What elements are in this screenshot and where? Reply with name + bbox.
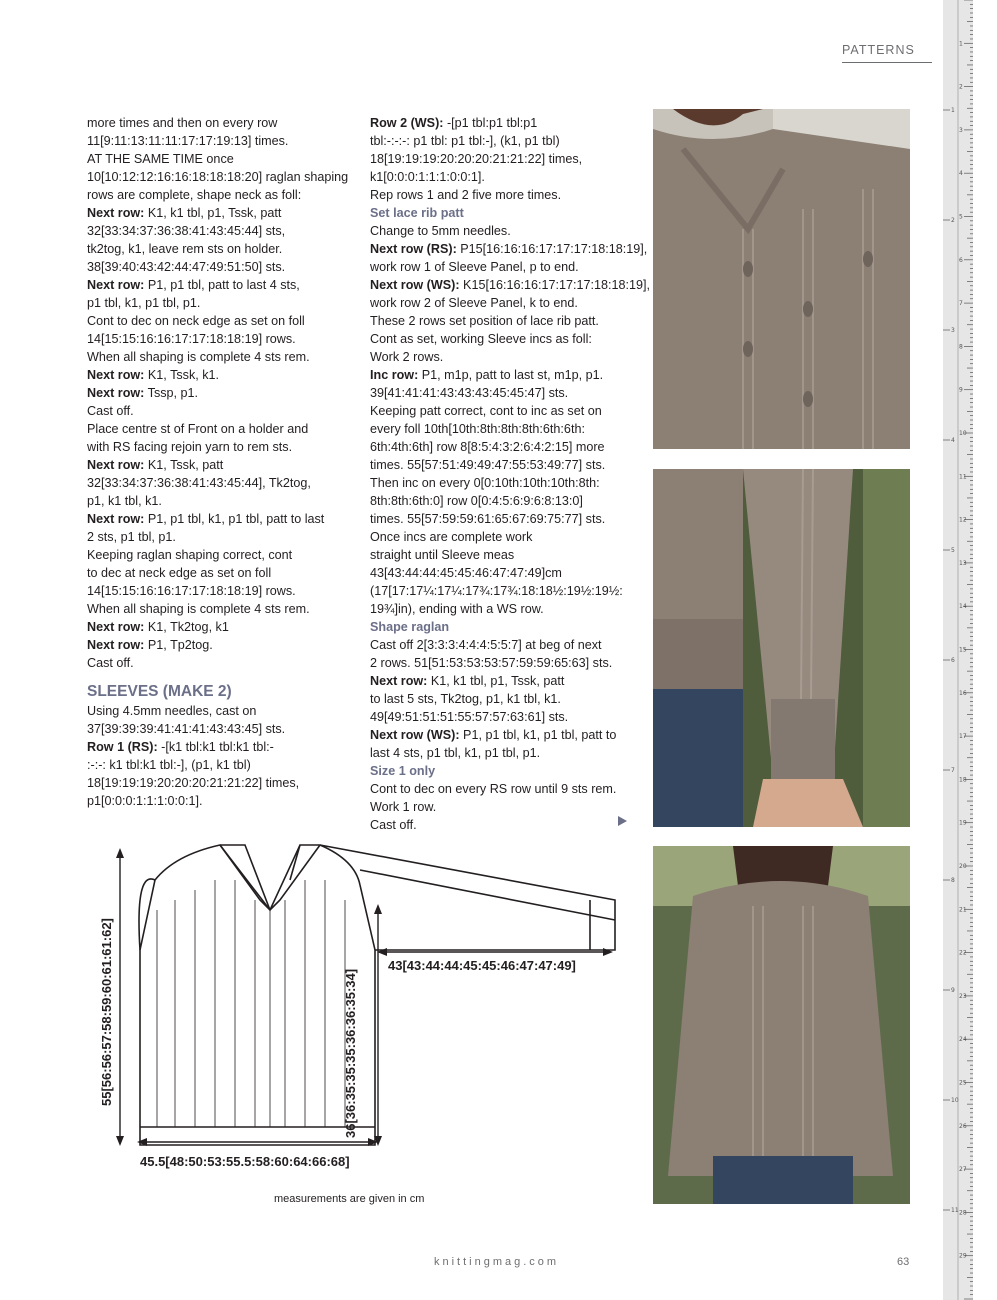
- measurement-note: measurements are given in cm: [274, 1193, 425, 1205]
- row-text: 14[15:15:16:16:17:17:18:18:19] rows.: [87, 332, 296, 346]
- row-text: Rep rows 1 and 2 five more times.: [370, 188, 562, 202]
- row-text: p1 tbl, k1, p1 tbl, p1.: [87, 296, 201, 310]
- photo-front-detail: [653, 109, 910, 449]
- sleeves-lines: [87, 702, 352, 810]
- text-line: [370, 420, 635, 438]
- text-line: [370, 564, 635, 582]
- row-text: P1, Tp2tog.: [144, 638, 213, 652]
- sleeves-heading: SLEEVES (MAKE 2): [87, 683, 232, 700]
- row-text: When all shaping is complete 4 sts rem.: [87, 602, 310, 616]
- row-text: 14[15:15:16:16:17:17:18:18:19] rows.: [87, 584, 296, 598]
- row-text: 2 sts, p1 tbl, p1.: [87, 530, 176, 544]
- width-measure-label: 45.5[48:50:53:55.5:58:60:64:66:68]: [140, 1154, 350, 1169]
- row-text: AT THE SAME TIME once: [87, 152, 234, 166]
- row-label: Next row:: [87, 278, 145, 292]
- row-text: with RS facing rejoin yarn to rem sts.: [87, 440, 293, 454]
- ruler-cm-label: 23: [959, 992, 967, 1000]
- ruler-cm-label: 13: [959, 559, 967, 567]
- row-text: Work 2 rows.: [370, 350, 444, 364]
- row-text: p1, k1 tbl, k1.: [87, 494, 162, 508]
- row-text: (17[17:17¼:17¼:17¾:17¾:18:18½:19½:19½:: [370, 584, 623, 598]
- text-line: [87, 114, 352, 132]
- text-line: [87, 582, 352, 600]
- row-text: p1[0:0:0:1:1:1:0:0:1].: [87, 794, 203, 808]
- row-text: work row 2 of Sleeve Panel, k to end.: [370, 296, 578, 310]
- text-line: [370, 780, 635, 798]
- text-line: [370, 492, 635, 510]
- text-line: [87, 600, 352, 618]
- text-line: [87, 168, 352, 186]
- subheading: Shape raglan: [370, 620, 450, 634]
- ruler-cm-label: 6: [959, 256, 963, 264]
- text-line: [370, 474, 635, 492]
- text-line: [370, 258, 635, 276]
- row-text: Cast off.: [370, 818, 417, 832]
- row-text: Cont to dec on every RS row until 9 sts rem.: [370, 782, 617, 796]
- row-label: Row 1 (RS):: [87, 740, 158, 754]
- row-text: Work 1 row.: [370, 800, 437, 814]
- text-line: [370, 240, 648, 258]
- ruler-cm-label: 5: [959, 213, 963, 221]
- row-text: Keeping raglan shaping correct, cont: [87, 548, 293, 562]
- text-line: [370, 384, 635, 402]
- ruler-cm-label: 25: [959, 1079, 967, 1087]
- footer-url: knittingmag.com: [434, 1256, 560, 1268]
- row-text: 19¾]in), ending with a WS row.: [370, 602, 544, 616]
- text-line: [370, 600, 635, 618]
- text-line: [87, 204, 352, 222]
- row-text: P1, p1 tbl, k1, p1 tbl, patt to: [459, 728, 617, 742]
- ruler-inch-label: 10: [951, 1097, 959, 1104]
- row-label: Next row:: [87, 620, 145, 634]
- text-line: [87, 330, 352, 348]
- row-text: Then inc on every 0[0:10th:10th:10th:8th:: [370, 476, 600, 490]
- ruler-cm-label: 10: [959, 430, 967, 437]
- text-line: [87, 348, 352, 366]
- text-line: [370, 150, 635, 168]
- row-text: K1, Tssk, k1.: [144, 368, 220, 382]
- row-text: last 4 sts, p1 tbl, k1, p1 tbl, p1.: [370, 746, 541, 760]
- row-text: 10[10:12:12:16:16:18:18:18:20] raglan shaping: [87, 170, 349, 184]
- text-line: [87, 222, 352, 240]
- text-line: [87, 510, 352, 528]
- row-text: to dec at neck edge as set on foll: [87, 566, 272, 580]
- row-text: Keeping patt correct, cont to inc as set on: [370, 404, 602, 418]
- row-text: Cast off.: [87, 656, 134, 670]
- row-label: Next row:: [87, 458, 145, 472]
- row-text: Place centre st of Front on a holder and: [87, 422, 309, 436]
- text-line: [370, 546, 635, 564]
- ruler-cm-label: 26: [959, 1122, 967, 1130]
- row-text: P1, p1 tbl, k1, p1 tbl, patt to last: [144, 512, 325, 526]
- row-text: Cast off 2[3:3:3:4:4:4:5:5:7] at beg of next: [370, 638, 602, 652]
- text-line: [370, 708, 635, 726]
- text-line: [87, 132, 352, 150]
- row-text: times. 55[57:59:59:61:65:67:69:75:77] sts.: [370, 512, 606, 526]
- row-text: 18[19:19:19:20:20:20:21:21:22] times,: [370, 152, 583, 166]
- row-text: P1, m1p, patt to last st, m1p, p1.: [418, 368, 604, 382]
- row-text: Once incs are complete work: [370, 530, 533, 544]
- text-line: [87, 402, 352, 420]
- page-number: 63: [897, 1256, 910, 1268]
- row-label: Next row:: [87, 386, 145, 400]
- row-text: :-:-: k1 tbl:k1 tbl:-], (p1, k1 tbl): [87, 758, 251, 772]
- row-text: Change to 5mm needles.: [370, 224, 511, 238]
- text-line: [87, 186, 352, 204]
- text-line: [87, 384, 352, 402]
- ruler-cm-label: 29: [959, 1252, 967, 1260]
- row-text: 43[43:44:44:45:45:46:47:47:49]cm: [370, 566, 562, 580]
- row-text: more times and then on every row: [87, 116, 278, 130]
- sleeve-measure-label: 43[43:44:44:45:45:46:47:47:49]: [388, 958, 576, 973]
- ruler-inch-label: 4: [951, 437, 955, 444]
- ruler-cm-label: 1: [959, 40, 963, 48]
- text-line: [87, 492, 352, 510]
- row-text: When all shaping is complete 4 sts rem.: [87, 350, 310, 364]
- photo-sleeve-detail: [653, 469, 910, 827]
- text-line: [370, 690, 635, 708]
- text-line: [370, 582, 635, 600]
- ruler-cm-label: 20: [959, 863, 967, 870]
- text-line: [370, 330, 635, 348]
- ruler-cm-label: 8: [959, 343, 963, 351]
- text-line: [370, 510, 635, 528]
- ruler-cm-label: 16: [959, 689, 967, 697]
- text-line: [87, 654, 352, 672]
- ruler-cm-label: 15: [959, 646, 967, 654]
- text-line: [370, 816, 635, 834]
- row-label: Next row:: [87, 638, 145, 652]
- row-text: -[p1 tbl:p1 tbl:p1: [443, 116, 538, 130]
- text-line: [370, 114, 635, 132]
- ruler-inch-label: 5: [951, 547, 955, 554]
- text-line: [370, 168, 635, 186]
- ruler: [943, 0, 973, 1300]
- row-text: tbl:-:-:-: p1 tbl: p1 tbl:-], (k1, p1 tbl): [370, 134, 560, 148]
- text-line: [370, 654, 635, 672]
- text-line: [370, 366, 635, 384]
- text-line: [370, 402, 635, 420]
- text-line: [370, 312, 635, 330]
- ruler-inch-label: 2: [951, 217, 955, 224]
- ruler-inch-label: 9: [951, 987, 955, 994]
- row-text: tk2tog, k1, leave rem sts on holder.: [87, 242, 283, 256]
- ruler-inch-label: 7: [951, 767, 955, 774]
- row-text: times. 55[57:51:49:49:47:55:53:49:77] sts.: [370, 458, 606, 472]
- text-line: [370, 438, 635, 456]
- ruler-cm-label: 22: [959, 949, 967, 957]
- subheading: Set lace rib patt: [370, 206, 464, 220]
- continue-arrow-icon: [618, 816, 627, 826]
- row-text: These 2 rows set position of lace rib patt.: [370, 314, 599, 328]
- row-text: rows are complete, shape neck as foll:: [87, 188, 302, 202]
- length-measure-label: 55[56:56:57:58:59:60:61:61:62]: [99, 918, 114, 1106]
- row-text: 2 rows. 51[51:53:53:53:57:59:59:65:63] sts.: [370, 656, 613, 670]
- text-line: [87, 774, 352, 792]
- text-line: [87, 276, 352, 294]
- sweater-schematic: [95, 840, 625, 1170]
- row-text: 32[33:34:37:36:38:41:43:45:44] sts,: [87, 224, 286, 238]
- text-line: [370, 798, 635, 816]
- text-line: [87, 738, 352, 756]
- ruler-cm-label: 9: [959, 386, 963, 394]
- ruler-cm-label: 24: [959, 1036, 967, 1044]
- row-text: straight until Sleeve meas: [370, 548, 515, 562]
- photo-back-view: [653, 846, 910, 1204]
- section-header: PATTERNS: [842, 43, 915, 57]
- row-text: every foll 10th[10th:8th:8th:8th:6th:6th:: [370, 422, 585, 436]
- text-line: [87, 636, 352, 654]
- row-text: work row 1 of Sleeve Panel, p to end.: [370, 260, 579, 274]
- text-line: [370, 726, 635, 744]
- text-line: [87, 438, 352, 456]
- text-line: [87, 456, 352, 474]
- row-text: K15[16:16:16:17:17:17:18:18:19],: [459, 278, 651, 292]
- text-line: [87, 756, 352, 774]
- text-line: [87, 474, 352, 492]
- ruler-cm-label: 21: [959, 906, 967, 914]
- ruler-inch-label: 8: [951, 877, 955, 884]
- subheading: Size 1 only: [370, 764, 436, 778]
- text-line: [87, 720, 352, 738]
- ruler-cm-label: 27: [959, 1166, 967, 1174]
- text-line: [370, 636, 635, 654]
- text-line: [370, 294, 635, 312]
- text-line: [370, 456, 635, 474]
- row-label: Next row (WS):: [370, 278, 460, 292]
- ruler-cm-label: 18: [959, 776, 967, 784]
- row-text: Cast off.: [87, 404, 134, 418]
- row-text: 18[19:19:19:20:20:20:21:21:22] times,: [87, 776, 300, 790]
- row-label: Next row (RS):: [370, 242, 457, 256]
- ruler-cm-label: 17: [959, 733, 967, 741]
- ruler-cm-label: 28: [959, 1209, 967, 1217]
- ruler-cm-label: 4: [959, 170, 963, 178]
- text-line: [370, 186, 635, 204]
- ruler-cm-label: 12: [959, 516, 967, 524]
- text-line: [370, 528, 635, 546]
- text-line: [370, 276, 651, 294]
- row-text: to last 5 sts, Tk2tog, p1, k1 tbl, k1.: [370, 692, 561, 706]
- column-middle: [370, 114, 651, 834]
- row-text: 38[39:40:43:42:44:47:49:51:50] sts.: [87, 260, 286, 274]
- text-line: [87, 792, 352, 810]
- side-measure-label: 36[36:35:35:35:36:36:35:34]: [343, 968, 358, 1138]
- row-text: K1, Tk2tog, k1: [144, 620, 229, 634]
- ruler-cm-label: 11: [959, 473, 967, 481]
- ruler-cm-label: 3: [959, 126, 963, 134]
- ruler-cm-label: 7: [959, 300, 963, 308]
- row-text: Cont to dec on neck edge as set on foll: [87, 314, 305, 328]
- col1-lines: [87, 114, 352, 672]
- text-line: [370, 672, 635, 690]
- row-text: -[k1 tbl:k1 tbl:k1 tbl:-: [157, 740, 274, 754]
- text-line: [87, 240, 352, 258]
- text-line: [87, 528, 352, 546]
- text-line: [370, 222, 635, 240]
- text-line: [87, 312, 352, 330]
- row-label: Inc row:: [370, 368, 419, 382]
- text-line: [370, 348, 635, 366]
- row-text: K1, k1 tbl, p1, Tssk, patt: [144, 206, 282, 220]
- row-text: K1, Tssk, patt: [144, 458, 224, 472]
- ruler-cm-label: 14: [959, 603, 967, 611]
- column-left: [87, 114, 352, 810]
- row-text: P1, p1 tbl, patt to last 4 sts,: [144, 278, 300, 292]
- text-line: [87, 618, 352, 636]
- header-rule: [842, 62, 932, 63]
- col2-lines: [370, 114, 651, 834]
- text-line: [87, 702, 352, 720]
- ruler-cm-label: 2: [959, 83, 963, 91]
- text-line: [87, 294, 352, 312]
- text-line: [87, 564, 352, 582]
- row-label: Row 2 (WS):: [370, 116, 444, 130]
- text-line: [87, 258, 352, 276]
- text-line: [87, 420, 352, 438]
- row-label: Next row:: [87, 512, 145, 526]
- text-line: [87, 150, 352, 168]
- row-label: Next row:: [87, 368, 145, 382]
- ruler-inch-label: 1: [951, 107, 955, 114]
- row-text: P15[16:16:16:17:17:17:18:18:19],: [456, 242, 648, 256]
- row-text: 11[9:11:13:11:11:17:17:19:13] times.: [87, 134, 289, 148]
- ruler-cm-label: 19: [959, 819, 967, 827]
- ruler-inch-label: 6: [951, 657, 955, 664]
- ruler-inch-label: 11: [951, 1207, 959, 1214]
- row-text: k1[0:0:0:1:1:1:0:0:1].: [370, 170, 485, 184]
- row-label: Next row:: [87, 206, 145, 220]
- row-text: K1, k1 tbl, p1, Tssk, patt: [427, 674, 565, 688]
- text-line: [87, 546, 352, 564]
- row-text: 8th:8th:6th:0] row 0[0:4:5:6:9:6:8:13:0]: [370, 494, 583, 508]
- row-text: 37[39:39:39:41:41:41:43:43:45] sts.: [87, 722, 286, 736]
- row-text: 39[41:41:41:43:43:43:45:45:47] sts.: [370, 386, 569, 400]
- row-label: Next row (WS):: [370, 728, 460, 742]
- row-text: Tssp, p1.: [144, 386, 199, 400]
- row-text: 6th:4th:6th] row 8[8:5:4:3:2:6:4:2:15] more: [370, 440, 605, 454]
- text-line: [87, 366, 352, 384]
- row-text: 32[33:34:37:36:38:41:43:45:44], Tk2tog,: [87, 476, 311, 490]
- row-text: Using 4.5mm needles, cast on: [87, 704, 257, 718]
- ruler-inch-label: 3: [951, 327, 955, 334]
- text-line: [370, 744, 635, 762]
- row-text: Cont as set, working Sleeve incs as foll:: [370, 332, 592, 346]
- text-line: [370, 132, 635, 150]
- row-text: 49[49:51:51:51:55:57:57:63:61] sts.: [370, 710, 569, 724]
- row-label: Next row:: [370, 674, 428, 688]
